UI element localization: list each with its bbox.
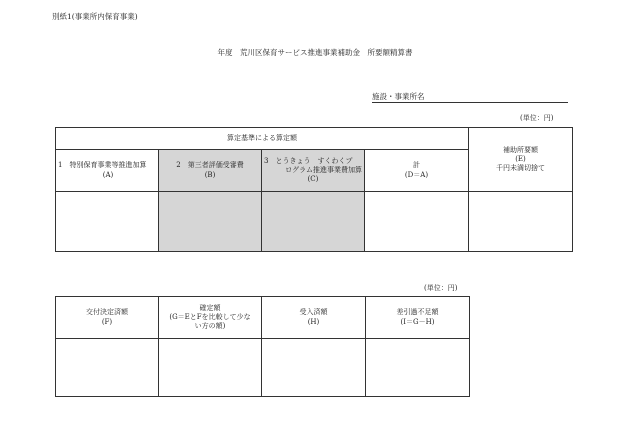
input-cell-i[interactable] [366,339,470,397]
unit-label-table2: (単位：円) [424,284,458,292]
input-cell-d[interactable] [365,192,469,252]
document-label: 別紙1(事業所内保育事業) [52,12,138,21]
header-confirmed-amount: 確定額 (G＝EとFを比較して少な い方の額) [159,297,262,339]
input-cell-e[interactable] [469,192,573,252]
input-cell-g[interactable] [159,339,262,397]
input-cell-h[interactable] [262,339,366,397]
header-sukuwaku-program: 3 とうきょう すくわくプ ログラム推進事業費加算 (C) [262,150,365,192]
input-cell-f[interactable] [56,339,159,397]
document-title: 年度 荒川区保育サービス推進事業補助金 所要額精算書 [217,48,413,57]
header-total: 計 (D＝A) [365,150,469,192]
header-difference: 差引過不足額 (I＝G－H) [366,297,470,339]
header-subsidy-required: 補助所要額 (E) 千円未満切捨て [469,128,573,192]
header-special-childcare-addition: 1 特別保育事業等推進加算 (A) [56,150,159,192]
input-cell-b[interactable] [159,192,262,252]
facility-name-field[interactable]: 施設・事業所名 [372,92,568,103]
calculation-table [55,127,573,252]
header-grant-decided: 交付決定済額 (F) [56,297,159,339]
header-third-party-evaluation: 2 第三者評価受審費 (B) [159,150,262,192]
unit-label-table1: (単位：円) [520,114,554,122]
group-header: 算定基準による算定額 [56,128,469,150]
input-cell-c[interactable] [262,192,365,252]
settlement-table [55,296,470,397]
header-received-amount: 受入済額 (H) [262,297,366,339]
input-cell-a[interactable] [56,192,159,252]
